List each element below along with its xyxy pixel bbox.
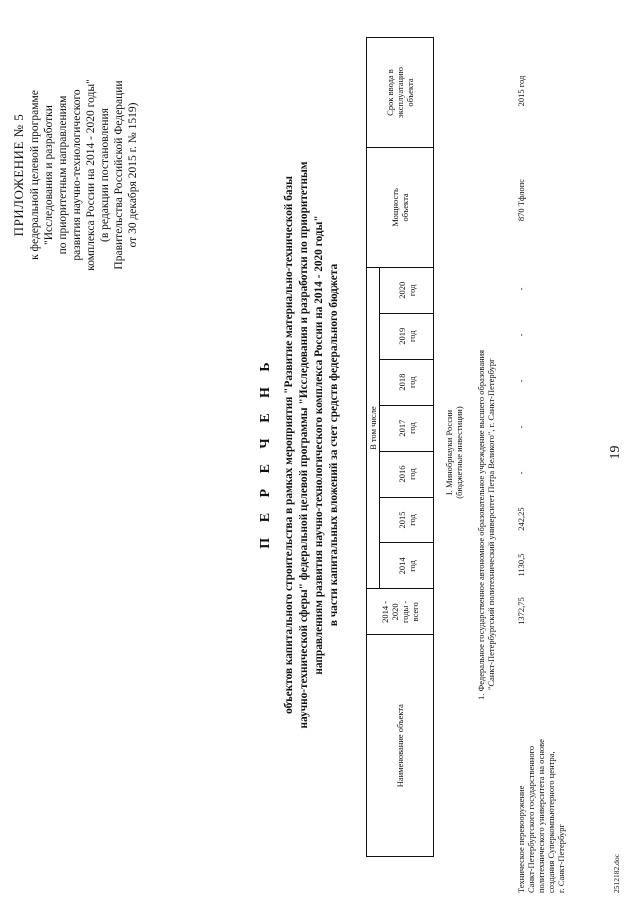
object-name-line: г. Санкт-Петербург — [556, 824, 566, 893]
list-subtitle-line: направлениям развития научно-технологического комплекса России на 2014 - 2020 годы" — [313, 215, 325, 675]
object-name-line: Санкт-Петербургского государственного — [526, 745, 536, 893]
year-suffix: год — [406, 330, 417, 343]
list-subtitle-line: объектов капитального строительства в рамках мероприятия "Развитие материально-технической базы — [283, 176, 295, 714]
appendix-title: ПРИЛОЖЕНИЕ № 5 — [11, 113, 26, 237]
col-total-line: 2020 — [390, 603, 400, 621]
object-term-value: 2015 год — [516, 75, 526, 107]
appendix-line: Правительства Российской Федерации — [113, 80, 125, 270]
object-name-line: Техническое перевооружение — [516, 785, 526, 893]
appendix-line: развития научно-технологического — [71, 89, 83, 261]
year-suffix: год — [406, 560, 417, 572]
object-2016-value: - — [516, 471, 526, 475]
col-year-2018 — [380, 359, 434, 405]
col-total-line: годы - — [400, 600, 410, 624]
year-label: 2016 — [396, 465, 407, 483]
col-year-2017 — [380, 405, 434, 451]
list-subtitle-line: научно-технической сферы" федеральной целевой программы "Исследования и разработки по приоритетным — [298, 161, 310, 729]
year-label: 2019 — [396, 327, 407, 345]
object-2015-value: 242,25 — [516, 507, 526, 531]
object-2020-value: - — [516, 287, 526, 291]
col-capacity — [367, 148, 434, 268]
organization-line: 1. Федеральное государственное автономное образовательное учреждение высшего образования — [476, 349, 486, 700]
list-subtitle-line: в части капитальных вложений за счет средств федерального бюджета — [328, 263, 340, 627]
appendix-line: (в редакции постановления — [99, 108, 111, 242]
col-term-line: эксплуатацию — [395, 67, 405, 118]
year-label: 2020 — [396, 281, 407, 299]
year-label: 2015 — [396, 511, 407, 529]
col-total-line: всего — [410, 602, 420, 622]
object-2017-value: - — [516, 425, 526, 429]
object-capacity-value: 870 Тфлопс — [516, 178, 526, 222]
object-2018-value: - — [516, 379, 526, 383]
organization-line: "Санкт-Петербургский политехнический университет Петра Великого", г. Санкт-Петербург — [486, 358, 496, 690]
section-heading — [444, 0, 464, 905]
appendix-line: от 30 декабря 2015 г. № 1519) — [127, 102, 139, 248]
investment-table-header — [366, 37, 440, 857]
object-name-line: создания Суперкомпьютерного центра, — [546, 751, 556, 893]
section-heading-line: (бюджетные инвестиции) — [454, 406, 464, 499]
appendix-line: комплекса России на 2014 - 2020 годы" — [85, 79, 97, 271]
list-title: П Е Р Е Ч Е Н Ь — [258, 356, 273, 549]
year-label: 2017 — [396, 419, 407, 437]
col-year-2016 — [380, 451, 434, 497]
appendix-line: к федеральной целевой программе — [29, 90, 41, 260]
col-year-2020 — [380, 267, 434, 313]
col-capacity-line: объекта — [400, 193, 410, 222]
table-grid — [366, 37, 434, 857]
section-heading-line: I. Минобрнауки России — [444, 409, 454, 496]
document-code: 2512182.doc — [612, 854, 621, 893]
col-commissioning-term — [367, 38, 434, 148]
col-year-2014 — [380, 543, 434, 589]
appendix-line: по приоритетным направлениям — [57, 95, 69, 255]
year-suffix: год — [406, 468, 417, 480]
col-year-2019 — [380, 313, 434, 359]
col-total — [367, 589, 434, 635]
year-suffix: год — [406, 376, 417, 388]
year-suffix: год — [406, 284, 417, 297]
col-year-2015 — [380, 497, 434, 543]
appendix-header — [12, 25, 140, 325]
object-name — [516, 693, 566, 893]
year-suffix: год — [406, 422, 417, 434]
appendix-line: "Исследования и разработки — [43, 105, 55, 245]
object-total-value: 1372,75 — [516, 597, 526, 625]
object-2019-value: - — [516, 333, 526, 337]
year-suffix: год — [406, 514, 417, 526]
organization-name — [476, 180, 496, 700]
col-term-line: Срок ввода в — [385, 69, 395, 116]
col-capacity-line: Мощность — [390, 188, 400, 227]
year-label: 2018 — [396, 373, 407, 391]
col-object-name: Наименование объекта — [367, 635, 434, 857]
col-term-line: объекта — [405, 78, 415, 107]
object-2014-value: 1130,5 — [516, 553, 526, 577]
year-label: 2014 — [396, 557, 407, 575]
object-name-line: политехнического университета на основе — [536, 739, 546, 893]
list-subtitle — [282, 45, 342, 845]
col-total-line: 2014 - — [380, 600, 390, 623]
col-including: В том числе — [367, 267, 380, 589]
page-number: 19 — [608, 445, 623, 460]
